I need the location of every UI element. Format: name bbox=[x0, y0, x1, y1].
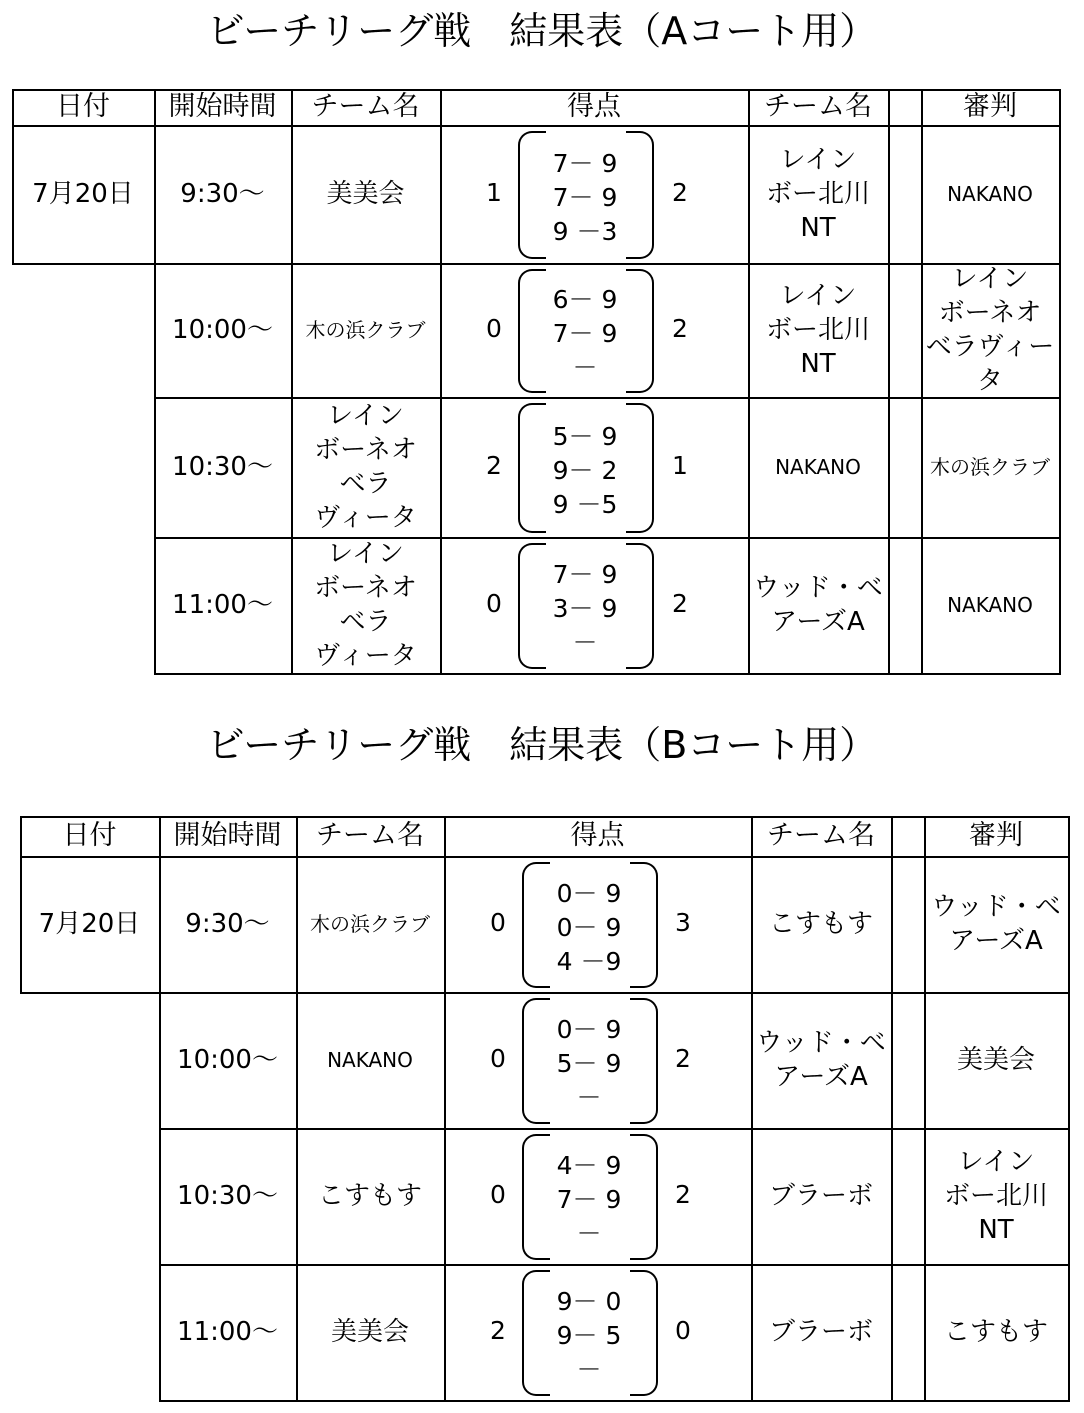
right-bracket bbox=[626, 403, 654, 533]
header-blank bbox=[888, 89, 921, 125]
header-referee: 審判 bbox=[969, 820, 1023, 851]
team2-name: レイン ボー北川 NT bbox=[765, 281, 870, 379]
grid-line bbox=[891, 816, 893, 1402]
team1-name: こすもす bbox=[317, 1181, 422, 1211]
header-score: 得点 bbox=[567, 91, 621, 122]
team1-name: 木の浜クラブ bbox=[305, 318, 426, 342]
right-bracket bbox=[626, 269, 654, 393]
right-bracket bbox=[630, 998, 658, 1124]
team2-sets-won: 0 bbox=[675, 1316, 691, 1345]
set-score: 0－ 9 bbox=[556, 913, 622, 942]
referee-name: 美美会 bbox=[956, 1045, 1035, 1075]
header-team1: チーム名 bbox=[311, 91, 420, 122]
set-score: － bbox=[576, 1083, 602, 1112]
start-time: 11:00～ bbox=[177, 1317, 278, 1347]
referee-name: レイン ボー北川 NT bbox=[943, 1147, 1048, 1245]
team1-sets-won: 2 bbox=[486, 451, 502, 480]
team2-sets-won: 3 bbox=[675, 908, 691, 937]
grid-line bbox=[444, 816, 446, 1402]
grid-line bbox=[1059, 89, 1061, 675]
team1-name: 美美会 bbox=[330, 1317, 409, 1347]
team1-sets-won: 2 bbox=[490, 1316, 506, 1345]
set-score: 9－ 5 bbox=[556, 1321, 622, 1350]
team1-name: 美美会 bbox=[326, 179, 405, 209]
team2-sets-won: 2 bbox=[672, 314, 688, 343]
team2-name: レイン ボー北川 NT bbox=[765, 145, 870, 243]
grid-line bbox=[888, 89, 890, 675]
team1-sets-won: 0 bbox=[490, 908, 506, 937]
right-bracket bbox=[630, 862, 658, 988]
set-score: － bbox=[576, 1219, 602, 1248]
set-score: 0－ 9 bbox=[556, 879, 622, 908]
team2-sets-won: 2 bbox=[672, 589, 688, 618]
header-team1: チーム名 bbox=[316, 820, 424, 851]
start-time: 10:00～ bbox=[172, 315, 273, 345]
set-score: － bbox=[572, 353, 598, 382]
set-score: 9－ 0 bbox=[556, 1287, 622, 1316]
referee-name: ウッド・ベ アーズA bbox=[931, 892, 1061, 956]
team1-sets-won: 0 bbox=[486, 314, 502, 343]
grid-line bbox=[1068, 816, 1070, 1402]
header-team2: チーム名 bbox=[767, 820, 875, 851]
referee-name: こすもす bbox=[943, 1317, 1048, 1347]
set-score: － bbox=[576, 1355, 602, 1384]
team2-name: ブラーボ bbox=[768, 1317, 873, 1347]
header-referee: 審判 bbox=[963, 91, 1017, 122]
court-title: ビーチリーグ戦 結果表（Aコート用） bbox=[206, 9, 878, 53]
set-score: 7－ 9 bbox=[556, 1185, 622, 1214]
header-date: 日付 bbox=[56, 91, 110, 122]
team2-sets-won: 2 bbox=[672, 178, 688, 207]
set-score: 3－ 9 bbox=[552, 594, 618, 623]
header-start: 開始時間 bbox=[168, 91, 277, 122]
set-score: 5－ 9 bbox=[552, 422, 618, 451]
start-time: 9:30～ bbox=[185, 909, 270, 939]
date-cell: 7月20日 bbox=[32, 179, 134, 209]
referee-name: 木の浜クラブ bbox=[930, 455, 1050, 479]
set-score: 9 －5 bbox=[552, 490, 618, 519]
header-score: 得点 bbox=[570, 820, 625, 851]
set-score: 7－ 9 bbox=[552, 149, 618, 178]
court-title: ビーチリーグ戦 結果表（Bコート用） bbox=[206, 723, 878, 767]
set-score: 4 －9 bbox=[556, 947, 622, 976]
right-bracket bbox=[630, 1134, 658, 1260]
set-score: 4－ 9 bbox=[556, 1151, 622, 1180]
team1-sets-won: 0 bbox=[486, 589, 502, 618]
set-score: 9 －3 bbox=[552, 217, 618, 246]
header-start: 開始時間 bbox=[173, 820, 282, 851]
team1-name: レイン ボーネオ ベラ ヴィータ bbox=[314, 539, 417, 671]
team2-name: こすもす bbox=[768, 909, 873, 939]
team1-name: レイン ボーネオ ベラ ヴィータ bbox=[314, 401, 417, 533]
start-time: 11:00～ bbox=[172, 590, 273, 620]
right-bracket bbox=[626, 543, 654, 669]
header-blank bbox=[891, 816, 924, 856]
team1-name: NAKANO bbox=[327, 1048, 413, 1072]
team2-name: ブラーボ bbox=[768, 1181, 873, 1211]
set-score: 6－ 9 bbox=[552, 285, 618, 314]
set-score: 7－ 9 bbox=[552, 560, 618, 589]
referee-name: レイン ボーネオ ベラヴィー タ bbox=[925, 264, 1055, 396]
team2-sets-won: 1 bbox=[672, 451, 688, 480]
team2-name: ウッド・ベ アーズA bbox=[756, 1028, 886, 1092]
start-time: 9:30～ bbox=[180, 179, 265, 209]
team2-name: ウッド・ベ アーズA bbox=[753, 573, 883, 637]
set-score: － bbox=[572, 628, 598, 657]
referee-name: NAKANO bbox=[947, 182, 1033, 206]
start-time: 10:30～ bbox=[172, 452, 273, 482]
grid-line bbox=[20, 816, 1070, 818]
header-team2: チーム名 bbox=[764, 91, 872, 122]
team1-sets-won: 1 bbox=[486, 178, 502, 207]
set-score: 7－ 9 bbox=[552, 183, 618, 212]
team2-sets-won: 2 bbox=[675, 1044, 691, 1073]
team1-name: 木の浜クラブ bbox=[310, 912, 430, 936]
start-time: 10:00～ bbox=[177, 1045, 278, 1075]
team1-sets-won: 0 bbox=[490, 1180, 506, 1209]
right-bracket bbox=[630, 1270, 658, 1396]
team2-sets-won: 2 bbox=[675, 1180, 691, 1209]
set-score: 5－ 9 bbox=[556, 1049, 622, 1078]
right-bracket bbox=[626, 131, 654, 259]
team2-name: NAKANO bbox=[775, 455, 861, 479]
set-score: 9－ 2 bbox=[552, 456, 618, 485]
referee-name: NAKANO bbox=[947, 593, 1033, 617]
start-time: 10:30～ bbox=[177, 1181, 278, 1211]
header-date: 日付 bbox=[62, 820, 117, 851]
set-score: 7－ 9 bbox=[552, 319, 618, 348]
date-cell: 7月20日 bbox=[38, 909, 141, 939]
set-score: 0－ 9 bbox=[556, 1015, 622, 1044]
team1-sets-won: 0 bbox=[490, 1044, 506, 1073]
grid-line bbox=[12, 89, 1061, 91]
grid-line bbox=[440, 89, 442, 675]
